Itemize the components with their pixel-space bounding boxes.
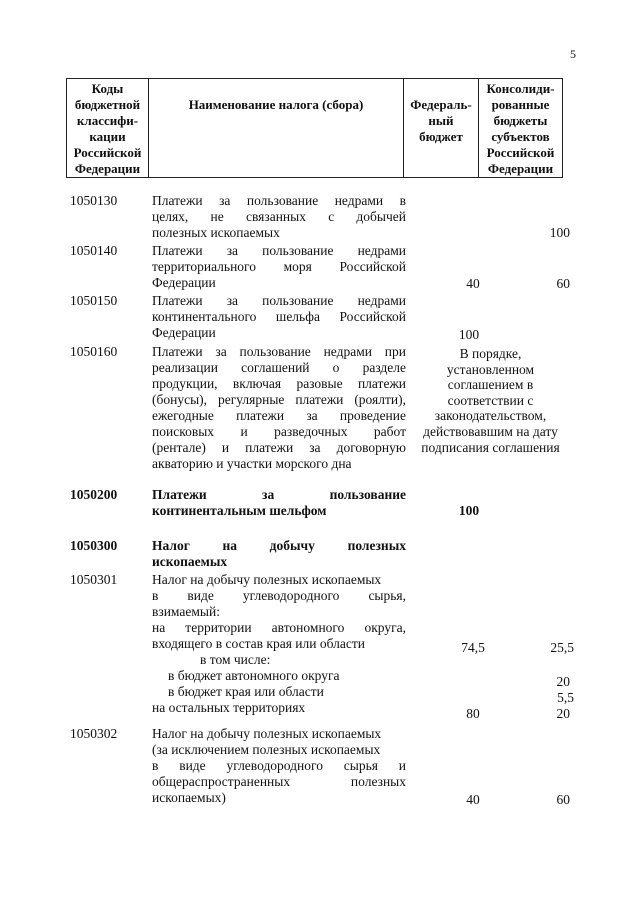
row-federal-value: 100: [458, 327, 480, 342]
row-name: Платежи за пользование недрами в целях, не связанных с добычей полезных ископаемых: [152, 193, 406, 240]
other-territories-label: на остальных территориях: [152, 700, 306, 715]
row-federal-value: 40: [466, 276, 480, 291]
row-regional-value: 60: [556, 276, 570, 291]
row-regional-value: 25,5: [550, 640, 574, 655]
header-codes: Коды бюджетной классифи- кации Российской Федерации: [67, 79, 149, 178]
row-federal-value: 40: [466, 792, 480, 807]
row-name: Платежи за пользование недрами континентального шельфа Российской Федерации: [152, 293, 406, 340]
table-header: [66, 78, 563, 178]
row-regional-value: 60: [556, 792, 570, 807]
row-name: Налог на добычу полезных ископаемых (за исключением полезных ископаемых в виде углеводородного сырья и общераспространенных полезных ископаемых): [152, 726, 406, 805]
header-regional-budgets: Консолиди- рованные бюджеты субъектов Российской Федерации: [479, 79, 563, 178]
row-federal-value: 100: [458, 503, 480, 518]
row-code: 1050200: [70, 487, 118, 502]
sub-item-regional-value: 20: [556, 674, 570, 689]
row-code: 1050300: [70, 538, 118, 553]
sub-item-label: в бюджет автономного округа: [168, 668, 340, 683]
subtotal-heading: в том числе:: [200, 652, 271, 667]
row-name: Платежи за пользование недрами территориального моря Российской Федерации: [152, 243, 406, 290]
row-distribution-note: В порядке, установленном соглашением в соответствии с законодательством, действовавшим на дату подписания соглашения: [421, 346, 560, 455]
row-name: Платежи за пользование континентальным шельфом: [152, 487, 406, 518]
row-code: 1050301: [70, 572, 118, 587]
other-federal-value: 80: [466, 706, 480, 721]
header-federal-budget: Федераль- ный бюджет: [404, 79, 479, 178]
row-code: 1050150: [70, 293, 118, 308]
sub-item-regional-value: 5,5: [557, 690, 574, 705]
row-name: Платежи за пользование недрами при реализации соглашений о разделе продукции, включая разовые платежи (бонусы), регулярные платежи (роялти), ежегодные платежи за проведение поисковых и разведочных работ (рентале) и платежи за договорную акваторию и участки морского дна: [152, 344, 406, 471]
header-tax-name: Наименование налога (сбора): [149, 79, 404, 178]
page-number: 5: [570, 47, 576, 61]
row-name: Налог на добычу полезных ископаемых в виде углеводородного сырья, взимаемый: на территории автономного округа, входящего в состав края или области в том числе: в бюджет автономного округа в бюджет края или области на остальных территориях: [152, 572, 406, 715]
other-regional-value: 20: [556, 706, 570, 721]
row-code: 1050130: [70, 193, 118, 208]
row-federal-value: 74,5: [461, 640, 485, 655]
row-name: Налог на добычу полезных ископаемых: [152, 538, 406, 569]
row-code: 1050140: [70, 243, 118, 258]
row-code: 1050302: [70, 726, 118, 741]
row-code: 1050160: [70, 344, 118, 359]
sub-item-label: в бюджет края или области: [168, 684, 324, 699]
row-regional-value: 100: [549, 225, 570, 240]
